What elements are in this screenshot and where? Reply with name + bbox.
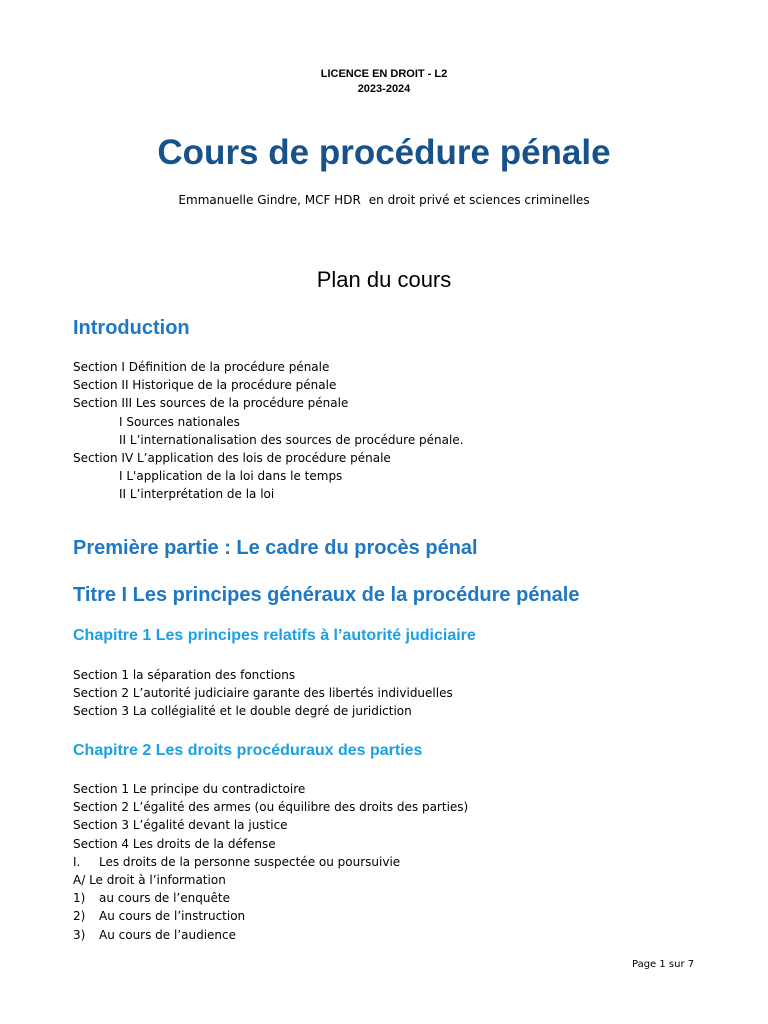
list-item: Section 2 L’égalité des armes (ou équilibre des droits des parties) bbox=[73, 800, 469, 815]
list-text: au cours de l’enquête bbox=[99, 891, 230, 906]
titre1-heading: Titre I Les principes généraux de la procédure pénale bbox=[73, 584, 580, 606]
list-number: 3) bbox=[73, 927, 86, 942]
list-item bbox=[73, 889, 468, 907]
chapitre1-list bbox=[73, 666, 453, 721]
year-line: 2023-2024 bbox=[357, 83, 411, 95]
degree-line: LICENCE EN DROIT - L2 bbox=[320, 68, 448, 80]
part1-heading: Première partie : Le cadre du procès pénal bbox=[73, 537, 478, 559]
list-item bbox=[73, 926, 468, 944]
list-item: Section III Les sources de la procédure pénale bbox=[73, 396, 349, 411]
list-item: Section I Définition de la procédure pénale bbox=[73, 360, 330, 374]
list-text: Au cours de l’audience bbox=[99, 927, 237, 942]
list-item: Section 1 Le principe du contradictoire bbox=[73, 782, 306, 796]
list-item: I Sources nationales bbox=[119, 414, 240, 429]
course-title: Cours de procédure pénale bbox=[157, 133, 611, 172]
plan-title: Plan du cours bbox=[316, 267, 452, 292]
list-item: II L’interprétation de la loi bbox=[119, 487, 275, 502]
list-item: Section IV L’application des lois de procédure pénale bbox=[73, 450, 391, 465]
page-number: Page 1 sur 7 bbox=[632, 959, 695, 970]
list-item: Section 2 L’autorité judiciaire garante des libertés individuelles bbox=[73, 686, 453, 701]
list-number: 2) bbox=[73, 909, 86, 924]
author-field: en droit privé et sciences criminelles bbox=[368, 193, 590, 207]
list-number: 1) bbox=[73, 891, 86, 906]
list-item: Section 4 Les droits de la défense bbox=[73, 836, 276, 851]
list-item bbox=[73, 907, 468, 925]
list-number: I. bbox=[73, 854, 81, 869]
list-item: Section 3 L’égalité devant la justice bbox=[73, 818, 288, 833]
list-text: Au cours de l’instruction bbox=[99, 909, 246, 924]
list-text: Les droits de la personne suspectée ou poursuivie bbox=[99, 854, 401, 869]
list-item: II L’internationalisation des sources de procédure pénale. bbox=[119, 432, 464, 447]
introduction-list bbox=[73, 358, 464, 504]
list-item: Section 1 la séparation des fonctions bbox=[73, 668, 296, 682]
list-item: Section 3 La collégialité et le double degré de juridiction bbox=[73, 704, 412, 719]
author-line bbox=[0, 193, 768, 207]
introduction-heading: Introduction bbox=[73, 317, 190, 339]
author-name: Emmanuelle Gindre, MCF HDR bbox=[178, 193, 361, 207]
chapitre2-list bbox=[73, 780, 468, 944]
list-item: A/ Le droit à l’information bbox=[73, 872, 226, 887]
chapitre2-heading: Chapitre 2 Les droits procéduraux des parties bbox=[73, 742, 423, 759]
list-item: I L'application de la loi dans le temps bbox=[119, 469, 343, 484]
chapitre1-heading: Chapitre 1 Les principes relatifs à l’autorité judiciaire bbox=[73, 627, 476, 644]
list-item: Section II Historique de la procédure pénale bbox=[73, 378, 337, 393]
list-item bbox=[73, 853, 468, 871]
